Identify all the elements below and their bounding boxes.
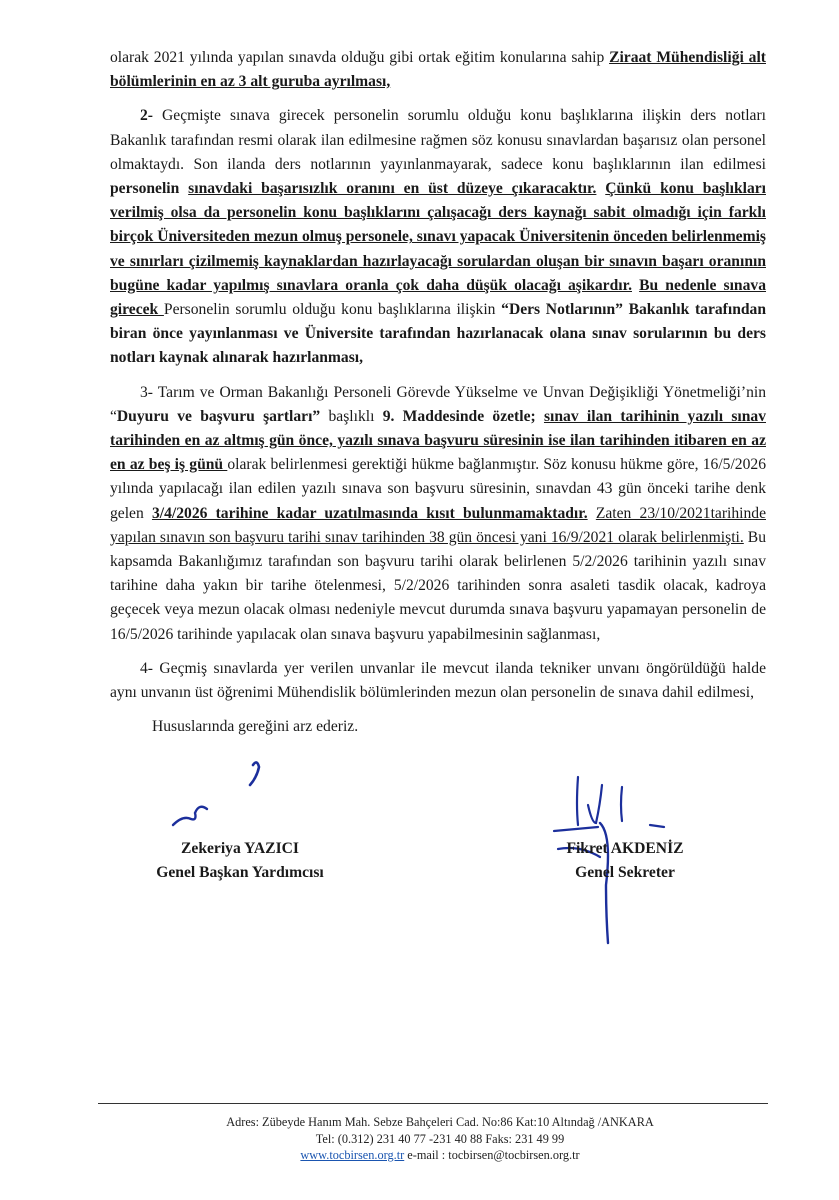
emphasis-span: Çünkü konu başlıkları verilmiş olsa da personelin konu başlıklarını çalışacağı ders kaynağı sabit olmadığı için farklı birçok Üniversiteden mezun olmuş personele, sınavı yapacak Üniversitenin önceden belirlenmemiş ve sınırları çizilmemiş kaynaklardan hazırlayacağı sorulardan oluşan bir sınavın başarı oranının bugüne kadar yapılmış sınavlara oranla çok daha düşük olacağı aşikardır. xyxy=(110,180,766,294)
closing-line: Hususlarında gereğini arz ederiz. xyxy=(152,718,359,736)
text-span: Personelin sorumlu olduğu konu başlıklarına ilişkin xyxy=(163,301,502,319)
text-span: 3- Tarım ve Orman Bakanlığı Personeli Görevde Yükselme ve Unvan Değişikliği Yönetmeliği’nin “ xyxy=(110,383,766,425)
text-span: olarak belirlenmesi gerektiği hükme bağlanmıştır. Söz konusu hükme göre, 16/5/2026 yılında yapılacağı ilan edilen yazılı sınava son başvuru süresinin, sınavdan 43 gün önceki tarihe denk gelen xyxy=(110,456,766,522)
text-span: başlıklı xyxy=(320,407,383,425)
item-number: 2- xyxy=(140,107,153,125)
text-span xyxy=(596,180,605,197)
signatory-right-name: Fikret AKDENİZ xyxy=(566,840,684,857)
text-span: Bu kapsamda Bakanlığımız tarafından son başvuru tarihi olarak belirlenen 5/2/2026 tarihinin yazılı sınav tarihine daha yakın bir tarihe ötelenmesi, 5/2/2026 tarihinden sonra asaleti tasdik olacak, kadroya geçecek veya mezun olacak olması nedeniyle mevcut durumda sınava başvuru yapamayan personelin de 16/5/2026 tarihinde yapılacak olan sınava başvuru yapabilmesinin sağlanması, xyxy=(110,528,766,643)
emphasis-span: “Ders Notlarının” xyxy=(501,301,623,319)
signatory-right xyxy=(545,837,705,885)
signatory-right-title: Genel Sekreter xyxy=(575,864,675,881)
signatory-left-name: Zekeriya YAZICI xyxy=(181,840,299,857)
signature-left-icon xyxy=(165,755,275,835)
emphasis-span: Duyuru ve başvuru şartları” xyxy=(116,407,321,425)
emphasis-span: 3/4/2026 tarihine kadar uzatılmasında kısıt bulunmamaktadır. xyxy=(151,504,588,522)
text-span: olarak 2021 yılında yapılan sınavda olduğu gibi ortak eğitim konularına sahip xyxy=(110,49,610,66)
emphasis-span: sınav ilan tarihinin yazılı sınav tarihinden en az altmış gün önce, yazılı sınava başvuru süresinin ise ilan tarihinden itibaren en az en az beş iş günü xyxy=(110,407,766,474)
underlined-span: Zaten 23/10/2021tarihinde yapılan sınavın son başvuru tarihi sınav tarihinden 38 gün öncesi yani 16/9/2021 olarak belirlenmişti. xyxy=(110,504,766,546)
footer-address: Adres: Zübeyde Hanım Mah. Sebze Bahçeleri Cad. No:86 Kat:10 Altındağ /ANKARA xyxy=(226,1115,654,1129)
footer-email: e-mail : tocbirsen@tocbirsen.org.tr xyxy=(404,1148,580,1162)
footer-contact xyxy=(120,1147,760,1164)
text-span: Geçmişte sınava girecek personelin sorumlu olduğu konu başlıklarına ilişkin ders notları Bakanlık tarafından resmi olarak ilan edilmesine rağmen söz konusu sınavlardan başarısız olan personel olmaktaydı. Son ilanda ders notlarının yayınlanmayarak, sadece konu başlıklarının ilan edilmesi xyxy=(110,107,766,173)
paragraph-1-continuation xyxy=(110,46,766,94)
emphasis-span: 9. Maddesinde özetle; xyxy=(382,407,544,425)
paragraph-4: 4- Geçmiş sınavlarda yer verilen unvanlar ile mevcut ilanda tekniker unvanı öngörüldüğü halde aynı unvanın üst öğrenimi Mühendislik bölümlerinden mezun olan personelin de sınava dahil edilmesi, xyxy=(110,659,766,702)
paragraph-2 xyxy=(110,104,766,370)
signatory-left-title: Genel Başkan Yardımcısı xyxy=(156,864,324,881)
footer-phone: Tel: (0.312) 231 40 77 -231 40 88 Faks: 231 49 99 xyxy=(315,1131,565,1146)
website-link[interactable]: www.tocbirsen.org.tr xyxy=(300,1148,405,1162)
footer-divider xyxy=(98,1103,768,1104)
paragraph-3 xyxy=(110,381,766,647)
footer xyxy=(120,1114,760,1164)
emphasis-span: sınavdaki başarısızlık oranını en üst düzeye çıkaracaktır. xyxy=(188,180,597,198)
emphasis-span: Bu nedenle sınava girecek xyxy=(110,276,767,319)
emphasis-span: Bakanlık tarafından biran önce yayınlanması ve Üniversite tarafından hazırlanacak olana sınav sorularının bu ders notları kaynak alınarak hazırlanması, xyxy=(110,301,767,367)
letter-body xyxy=(110,46,766,749)
text-span xyxy=(588,505,596,522)
signatory-left xyxy=(140,837,340,885)
emphasis-span: personelin xyxy=(110,180,189,198)
emphasis-span: Ziraat Mühendisliği alt bölümlerinin en az 3 alt guruba ayrılması, xyxy=(110,49,766,91)
